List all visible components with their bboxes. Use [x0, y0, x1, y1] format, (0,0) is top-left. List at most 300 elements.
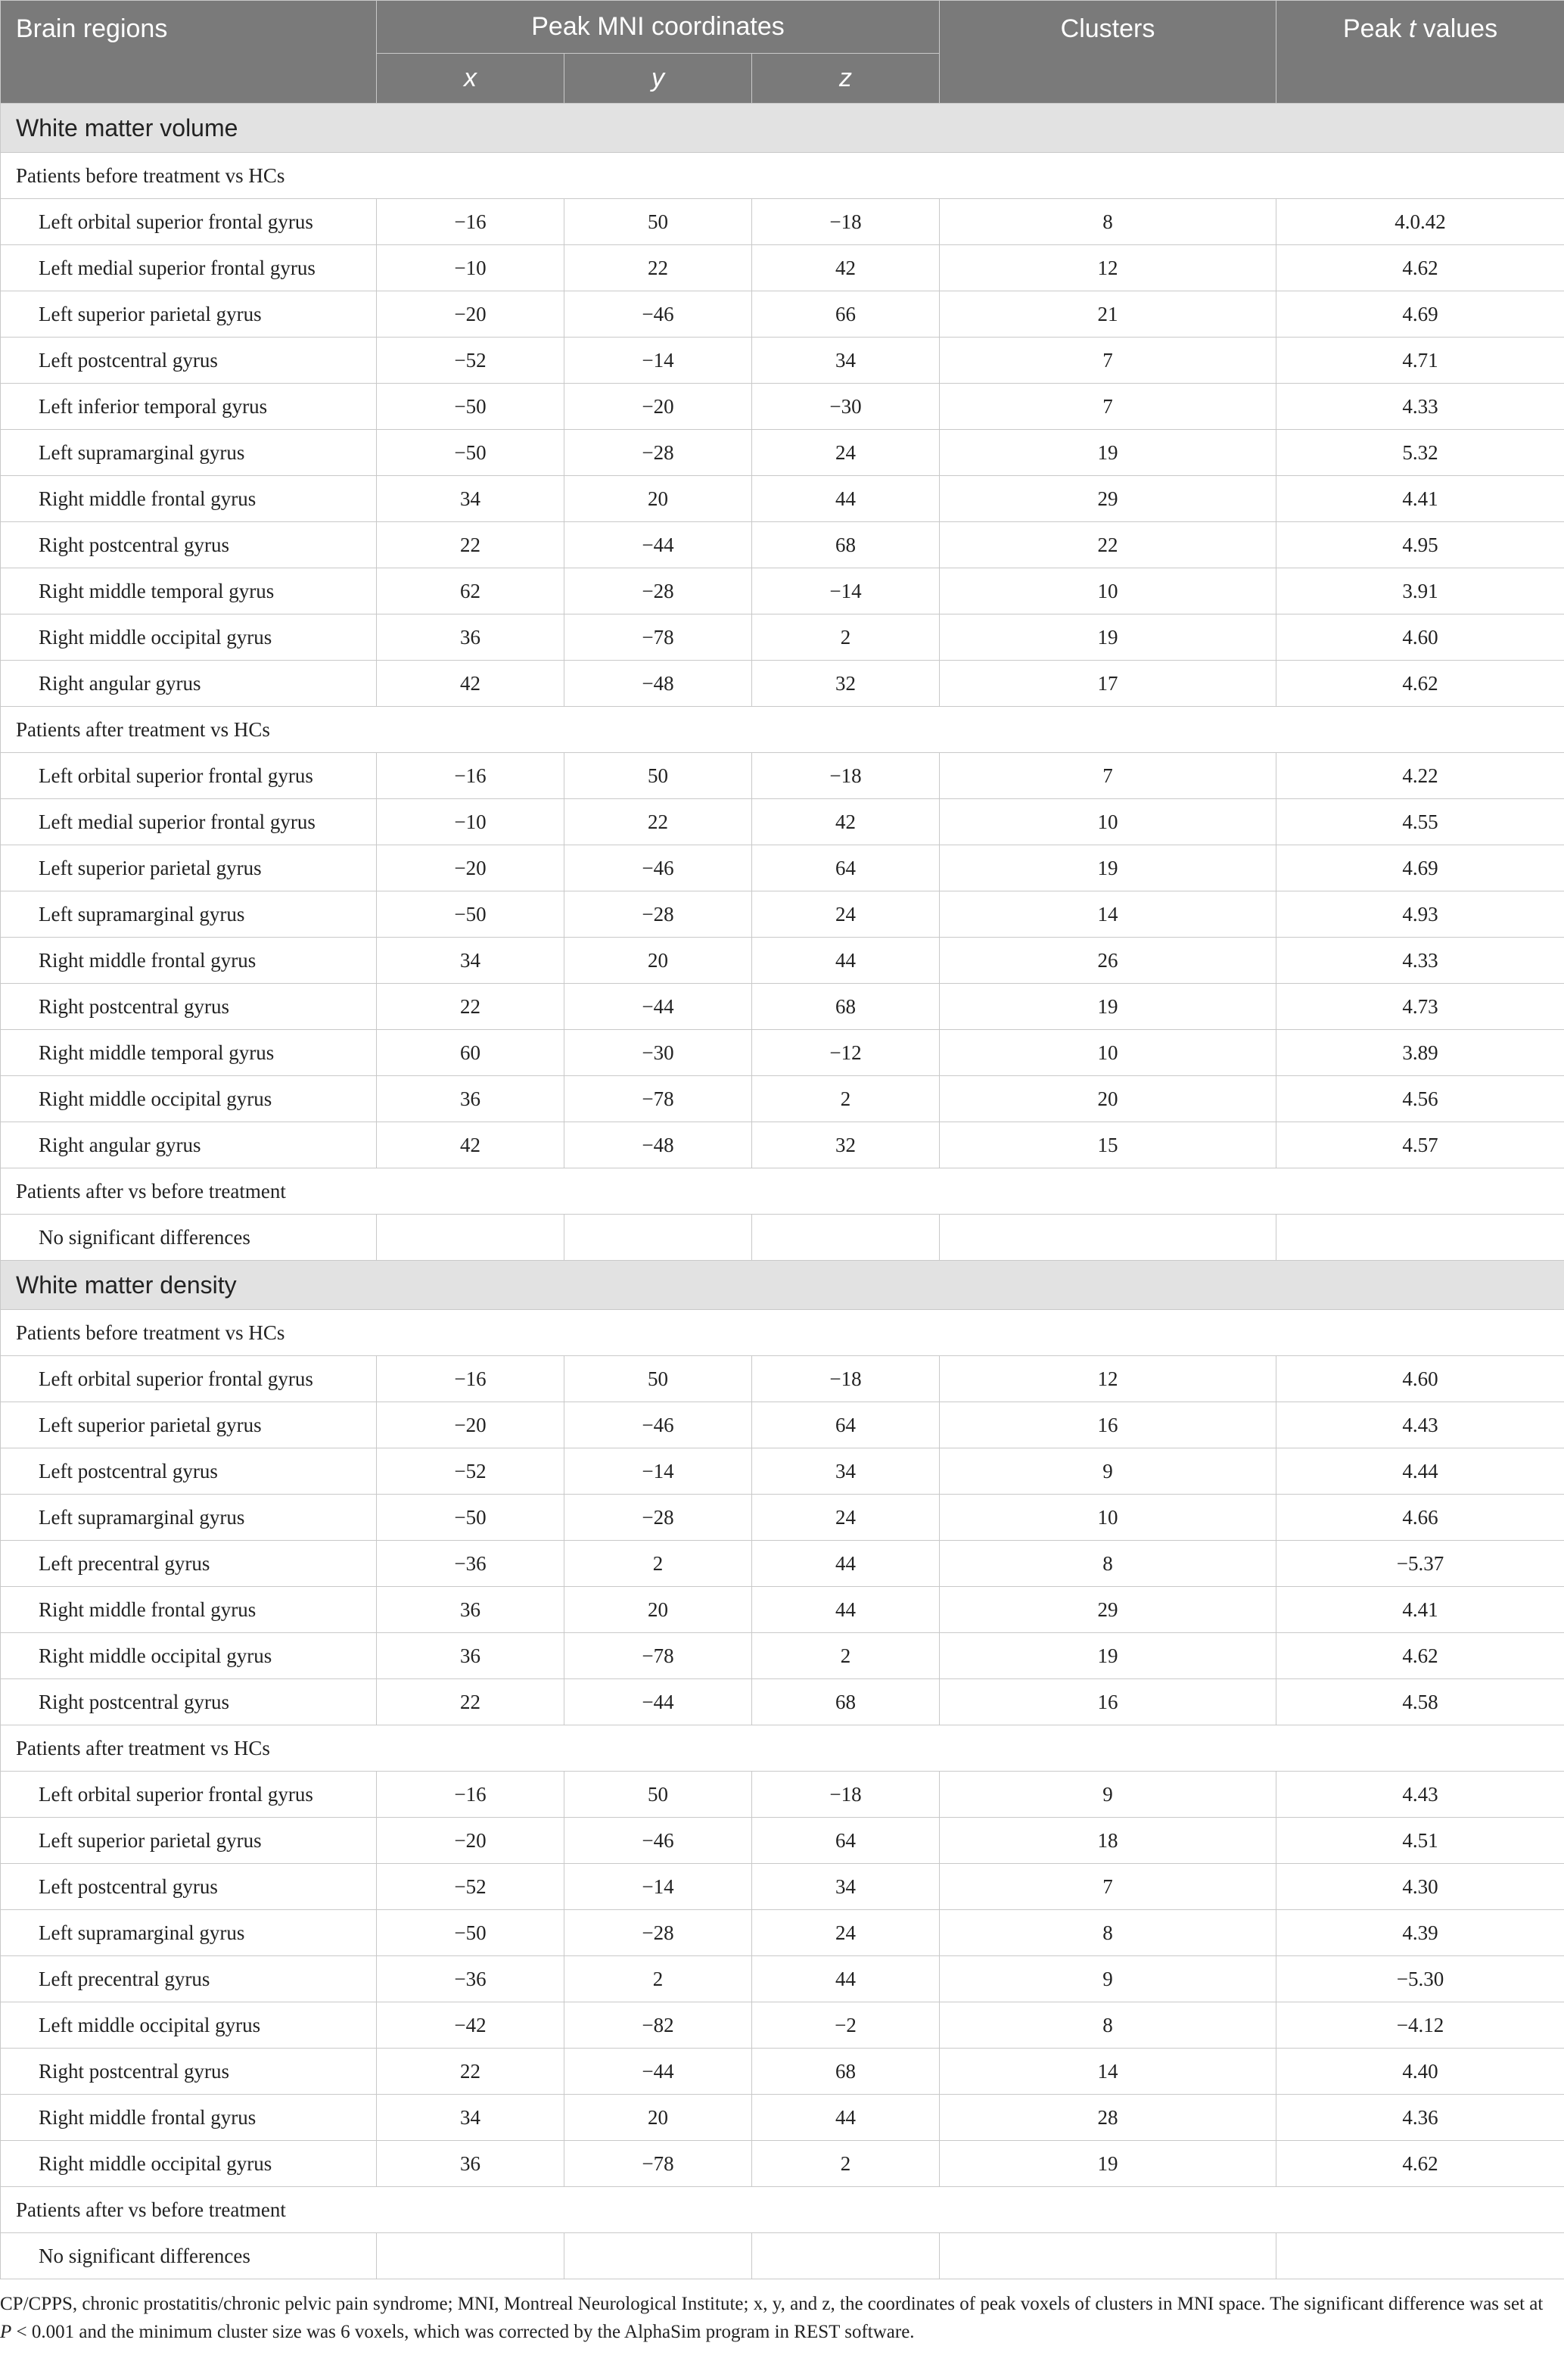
- clusters-cell: 8: [940, 1541, 1276, 1587]
- peak-t-value-cell: 4.57: [1276, 1122, 1564, 1168]
- brain-region-cell: Left medial superior frontal gyrus: [1, 245, 377, 291]
- peak-t-value-cell: 4.56: [1276, 1076, 1564, 1122]
- header-y: y: [564, 54, 752, 104]
- table-row: [1, 522, 1564, 568]
- z-coordinate-cell: 64: [752, 845, 940, 891]
- z-coordinate-cell: [752, 1215, 940, 1261]
- z-coordinate-cell: 42: [752, 245, 940, 291]
- z-coordinate-cell: −18: [752, 1356, 940, 1402]
- peak-t-value-cell: −4.12: [1276, 2002, 1564, 2049]
- x-coordinate-cell: −16: [377, 199, 564, 245]
- x-coordinate-cell: −50: [377, 1495, 564, 1541]
- table-row: [1, 1772, 1564, 1818]
- table-row: [1, 891, 1564, 938]
- z-coordinate-cell: 32: [752, 661, 940, 707]
- footnote-part1: CP/CPPS, chronic prostatitis/chronic pelvic pain syndrome; MNI, Montreal Neurological Institute; x, y, and z, the coordinates of peak voxels of clusters in MNI space. The significant difference was set at: [0, 2294, 1544, 2314]
- z-coordinate-cell: −14: [752, 568, 940, 614]
- x-coordinate-cell: −20: [377, 291, 564, 338]
- y-coordinate-cell: −46: [564, 1818, 752, 1864]
- z-coordinate-cell: −2: [752, 2002, 940, 2049]
- x-coordinate-cell: −10: [377, 799, 564, 845]
- comparison-group-row: [1, 1725, 1564, 1772]
- x-coordinate-cell: 36: [377, 2141, 564, 2187]
- clusters-cell: 9: [940, 1956, 1276, 2002]
- brain-region-cell: No significant differences: [1, 1215, 377, 1261]
- x-coordinate-cell: 62: [377, 568, 564, 614]
- brain-region-cell: Right middle temporal gyrus: [1, 1030, 377, 1076]
- x-coordinate-cell: −50: [377, 384, 564, 430]
- table-row: [1, 384, 1564, 430]
- peak-t-value-cell: 4.62: [1276, 1633, 1564, 1679]
- table-row: [1, 1448, 1564, 1495]
- brain-region-cell: Right middle occipital gyrus: [1, 1633, 377, 1679]
- peak-t-value-cell: 4.55: [1276, 799, 1564, 845]
- x-coordinate-cell: 22: [377, 1679, 564, 1725]
- z-coordinate-cell: 44: [752, 1587, 940, 1633]
- header-peak-t-italic: t: [1408, 14, 1416, 43]
- clusters-cell: 14: [940, 2049, 1276, 2095]
- y-coordinate-cell: 22: [564, 799, 752, 845]
- clusters-cell: 29: [940, 476, 1276, 522]
- comparison-group-row: [1, 2187, 1564, 2233]
- y-coordinate-cell: −28: [564, 891, 752, 938]
- clusters-cell: [940, 1215, 1276, 1261]
- y-coordinate-cell: 20: [564, 938, 752, 984]
- brain-region-cell: Left supramarginal gyrus: [1, 430, 377, 476]
- clusters-cell: 19: [940, 984, 1276, 1030]
- table-body: [1, 104, 1564, 2279]
- comparison-group-row: [1, 1310, 1564, 1356]
- x-coordinate-cell: −20: [377, 845, 564, 891]
- brain-region-cell: Left supramarginal gyrus: [1, 1910, 377, 1956]
- y-coordinate-cell: 22: [564, 245, 752, 291]
- clusters-cell: 7: [940, 384, 1276, 430]
- brain-region-cell: Left superior parietal gyrus: [1, 291, 377, 338]
- peak-t-value-cell: 4.33: [1276, 384, 1564, 430]
- y-coordinate-cell: −14: [564, 1448, 752, 1495]
- y-coordinate-cell: −78: [564, 2141, 752, 2187]
- table-row: [1, 845, 1564, 891]
- peak-t-value-cell: 4.41: [1276, 1587, 1564, 1633]
- x-coordinate-cell: −52: [377, 338, 564, 384]
- z-coordinate-cell: 64: [752, 1818, 940, 1864]
- peak-t-value-cell: 4.22: [1276, 753, 1564, 799]
- y-coordinate-cell: −44: [564, 522, 752, 568]
- x-coordinate-cell: 22: [377, 2049, 564, 2095]
- z-coordinate-cell: 24: [752, 430, 940, 476]
- table-row: [1, 1633, 1564, 1679]
- clusters-cell: 14: [940, 891, 1276, 938]
- x-coordinate-cell: 36: [377, 1076, 564, 1122]
- y-coordinate-cell: 20: [564, 1587, 752, 1633]
- z-coordinate-cell: 2: [752, 1076, 940, 1122]
- peak-t-value-cell: 4.36: [1276, 2095, 1564, 2141]
- x-coordinate-cell: 36: [377, 614, 564, 661]
- peak-t-value-cell: −5.37: [1276, 1541, 1564, 1587]
- table-row: [1, 1030, 1564, 1076]
- brain-region-cell: Left postcentral gyrus: [1, 1864, 377, 1910]
- table-row: [1, 1956, 1564, 2002]
- y-coordinate-cell: −44: [564, 2049, 752, 2095]
- y-coordinate-cell: [564, 1215, 752, 1261]
- brain-region-cell: Right middle frontal gyrus: [1, 476, 377, 522]
- header-brain-regions: Brain regions: [1, 1, 377, 104]
- clusters-cell: 12: [940, 245, 1276, 291]
- peak-t-value-cell: 4.30: [1276, 1864, 1564, 1910]
- y-coordinate-cell: 2: [564, 1956, 752, 2002]
- table-row: [1, 2049, 1564, 2095]
- x-coordinate-cell: −52: [377, 1864, 564, 1910]
- clusters-cell: 29: [940, 1587, 1276, 1633]
- peak-t-value-cell: 3.89: [1276, 1030, 1564, 1076]
- z-coordinate-cell: 68: [752, 2049, 940, 2095]
- clusters-cell: 19: [940, 430, 1276, 476]
- clusters-cell: 9: [940, 1772, 1276, 1818]
- table-row: [1, 1587, 1564, 1633]
- y-coordinate-cell: −14: [564, 1864, 752, 1910]
- table-row: [1, 1910, 1564, 1956]
- brain-region-cell: Left supramarginal gyrus: [1, 1495, 377, 1541]
- clusters-cell: 10: [940, 1030, 1276, 1076]
- section-title: White matter volume: [1, 104, 1564, 153]
- clusters-cell: 10: [940, 799, 1276, 845]
- y-coordinate-cell: −20: [564, 384, 752, 430]
- z-coordinate-cell: 44: [752, 1541, 940, 1587]
- table-row: [1, 1076, 1564, 1122]
- y-coordinate-cell: 20: [564, 2095, 752, 2141]
- section-header-row: [1, 104, 1564, 153]
- peak-t-value-cell: 4.62: [1276, 245, 1564, 291]
- peak-t-value-cell: 4.69: [1276, 291, 1564, 338]
- x-coordinate-cell: −36: [377, 1541, 564, 1587]
- z-coordinate-cell: −30: [752, 384, 940, 430]
- x-coordinate-cell: 36: [377, 1633, 564, 1679]
- z-coordinate-cell: 34: [752, 338, 940, 384]
- z-coordinate-cell: 34: [752, 1864, 940, 1910]
- clusters-cell: 28: [940, 2095, 1276, 2141]
- clusters-cell: 22: [940, 522, 1276, 568]
- z-coordinate-cell: [752, 2233, 940, 2279]
- footnote-part2: < 0.001 and the minimum cluster size was 6 voxels, which was corrected by the AlphaSim program in REST software.: [11, 2322, 915, 2342]
- table-row: [1, 614, 1564, 661]
- z-coordinate-cell: −18: [752, 1772, 940, 1818]
- table-footnote: [0, 2279, 1564, 2346]
- brain-region-cell: Left precentral gyrus: [1, 1541, 377, 1587]
- z-coordinate-cell: 32: [752, 1122, 940, 1168]
- clusters-cell: 26: [940, 938, 1276, 984]
- y-coordinate-cell: −28: [564, 1910, 752, 1956]
- clusters-cell: 9: [940, 1448, 1276, 1495]
- comparison-label: Patients after treatment vs HCs: [1, 1725, 1564, 1772]
- table-row: [1, 1356, 1564, 1402]
- x-coordinate-cell: [377, 2233, 564, 2279]
- x-coordinate-cell: −16: [377, 1772, 564, 1818]
- table-row: [1, 245, 1564, 291]
- brain-region-cell: No significant differences: [1, 2233, 377, 2279]
- z-coordinate-cell: −12: [752, 1030, 940, 1076]
- brain-region-cell: Left orbital superior frontal gyrus: [1, 199, 377, 245]
- peak-t-value-cell: 4.41: [1276, 476, 1564, 522]
- x-coordinate-cell: 22: [377, 984, 564, 1030]
- clusters-cell: 12: [940, 1356, 1276, 1402]
- x-coordinate-cell: −50: [377, 1910, 564, 1956]
- header-z: z: [752, 54, 940, 104]
- peak-t-value-cell: 4.44: [1276, 1448, 1564, 1495]
- clusters-cell: 15: [940, 1122, 1276, 1168]
- table-row: [1, 1864, 1564, 1910]
- x-coordinate-cell: −10: [377, 245, 564, 291]
- peak-t-value-cell: 4.60: [1276, 614, 1564, 661]
- brain-region-cell: Right postcentral gyrus: [1, 984, 377, 1030]
- clusters-cell: 16: [940, 1679, 1276, 1725]
- table-row: [1, 199, 1564, 245]
- table-row: [1, 799, 1564, 845]
- clusters-cell: 17: [940, 661, 1276, 707]
- header-x: x: [377, 54, 564, 104]
- section-title: White matter density: [1, 1261, 1564, 1310]
- z-coordinate-cell: 68: [752, 522, 940, 568]
- brain-region-cell: Left orbital superior frontal gyrus: [1, 753, 377, 799]
- clusters-cell: 7: [940, 338, 1276, 384]
- brain-region-cell: Right middle temporal gyrus: [1, 568, 377, 614]
- brain-region-cell: Left precentral gyrus: [1, 1956, 377, 2002]
- brain-region-cell: Left inferior temporal gyrus: [1, 384, 377, 430]
- peak-t-value-cell: [1276, 2233, 1564, 2279]
- peak-t-value-cell: 4.43: [1276, 1772, 1564, 1818]
- x-coordinate-cell: −16: [377, 1356, 564, 1402]
- brain-region-cell: Right angular gyrus: [1, 1122, 377, 1168]
- table-header: [1, 1, 1564, 104]
- clusters-cell: 10: [940, 1495, 1276, 1541]
- y-coordinate-cell: −46: [564, 845, 752, 891]
- y-coordinate-cell: −78: [564, 1076, 752, 1122]
- brain-region-cell: Right postcentral gyrus: [1, 2049, 377, 2095]
- x-coordinate-cell: 22: [377, 522, 564, 568]
- table-row: [1, 1541, 1564, 1587]
- z-coordinate-cell: 2: [752, 2141, 940, 2187]
- z-coordinate-cell: 68: [752, 1679, 940, 1725]
- clusters-cell: 8: [940, 199, 1276, 245]
- peak-t-value-cell: 4.43: [1276, 1402, 1564, 1448]
- table-row: [1, 476, 1564, 522]
- x-coordinate-cell: 34: [377, 2095, 564, 2141]
- peak-t-value-cell: −5.30: [1276, 1956, 1564, 2002]
- y-coordinate-cell: −28: [564, 1495, 752, 1541]
- brain-region-cell: Right middle frontal gyrus: [1, 938, 377, 984]
- comparison-group-row: [1, 153, 1564, 199]
- header-clusters: Clusters: [940, 1, 1276, 104]
- clusters-cell: [940, 2233, 1276, 2279]
- x-coordinate-cell: 60: [377, 1030, 564, 1076]
- z-coordinate-cell: 2: [752, 614, 940, 661]
- z-coordinate-cell: 24: [752, 1495, 940, 1541]
- z-coordinate-cell: 44: [752, 476, 940, 522]
- brain-region-cell: Left middle occipital gyrus: [1, 2002, 377, 2049]
- clusters-cell: 8: [940, 1910, 1276, 1956]
- y-coordinate-cell: −28: [564, 568, 752, 614]
- x-coordinate-cell: −50: [377, 430, 564, 476]
- header-peak-t: [1276, 1, 1564, 104]
- brain-region-cell: Left superior parietal gyrus: [1, 845, 377, 891]
- brain-region-cell: Left postcentral gyrus: [1, 1448, 377, 1495]
- clusters-cell: 8: [940, 2002, 1276, 2049]
- peak-t-value-cell: 4.66: [1276, 1495, 1564, 1541]
- peak-t-value-cell: 4.51: [1276, 1818, 1564, 1864]
- clusters-cell: 18: [940, 1818, 1276, 1864]
- clusters-cell: 20: [940, 1076, 1276, 1122]
- brain-region-cell: Right angular gyrus: [1, 661, 377, 707]
- z-coordinate-cell: 24: [752, 891, 940, 938]
- clusters-cell: 19: [940, 614, 1276, 661]
- comparison-group-row: [1, 707, 1564, 753]
- table-row: [1, 2233, 1564, 2279]
- table-row: [1, 753, 1564, 799]
- x-coordinate-cell: 34: [377, 938, 564, 984]
- comparison-label: Patients before treatment vs HCs: [1, 153, 1564, 199]
- y-coordinate-cell: −46: [564, 291, 752, 338]
- brain-region-cell: Right postcentral gyrus: [1, 522, 377, 568]
- clusters-cell: 21: [940, 291, 1276, 338]
- table-row: [1, 1818, 1564, 1864]
- y-coordinate-cell: 50: [564, 753, 752, 799]
- peak-t-value-cell: 4.60: [1276, 1356, 1564, 1402]
- z-coordinate-cell: 44: [752, 938, 940, 984]
- y-coordinate-cell: −82: [564, 2002, 752, 2049]
- header-peak-mni: Peak MNI coordinates: [377, 1, 940, 54]
- z-coordinate-cell: 44: [752, 1956, 940, 2002]
- comparison-label: Patients after vs before treatment: [1, 1168, 1564, 1215]
- clusters-cell: 19: [940, 1633, 1276, 1679]
- x-coordinate-cell: 34: [377, 476, 564, 522]
- brain-region-cell: Left orbital superior frontal gyrus: [1, 1772, 377, 1818]
- y-coordinate-cell: −44: [564, 984, 752, 1030]
- table-row: [1, 1495, 1564, 1541]
- peak-t-value-cell: 4.62: [1276, 661, 1564, 707]
- x-coordinate-cell: −42: [377, 2002, 564, 2049]
- x-coordinate-cell: −20: [377, 1818, 564, 1864]
- peak-t-value-cell: 4.39: [1276, 1910, 1564, 1956]
- brain-region-cell: Left postcentral gyrus: [1, 338, 377, 384]
- table-row: [1, 2095, 1564, 2141]
- y-coordinate-cell: 50: [564, 1772, 752, 1818]
- y-coordinate-cell: [564, 2233, 752, 2279]
- z-coordinate-cell: 34: [752, 1448, 940, 1495]
- clusters-cell: 10: [940, 568, 1276, 614]
- y-coordinate-cell: −30: [564, 1030, 752, 1076]
- brain-region-cell: Left superior parietal gyrus: [1, 1818, 377, 1864]
- table-row: [1, 338, 1564, 384]
- z-coordinate-cell: 44: [752, 2095, 940, 2141]
- z-coordinate-cell: 42: [752, 799, 940, 845]
- comparison-label: Patients after treatment vs HCs: [1, 707, 1564, 753]
- x-coordinate-cell: [377, 1215, 564, 1261]
- peak-t-value-cell: 4.40: [1276, 2049, 1564, 2095]
- peak-t-value-cell: 4.33: [1276, 938, 1564, 984]
- x-coordinate-cell: 42: [377, 661, 564, 707]
- table-row: [1, 568, 1564, 614]
- y-coordinate-cell: −48: [564, 1122, 752, 1168]
- brain-region-cell: Right middle occipital gyrus: [1, 614, 377, 661]
- x-coordinate-cell: −16: [377, 753, 564, 799]
- z-coordinate-cell: 68: [752, 984, 940, 1030]
- y-coordinate-cell: −44: [564, 1679, 752, 1725]
- brain-region-cell: Right middle occipital gyrus: [1, 2141, 377, 2187]
- table-row: [1, 938, 1564, 984]
- y-coordinate-cell: 20: [564, 476, 752, 522]
- peak-t-value-cell: 4.73: [1276, 984, 1564, 1030]
- z-coordinate-cell: −18: [752, 753, 940, 799]
- peak-t-value-cell: 5.32: [1276, 430, 1564, 476]
- table-row: [1, 984, 1564, 1030]
- z-coordinate-cell: 24: [752, 1910, 940, 1956]
- y-coordinate-cell: −78: [564, 1633, 752, 1679]
- clusters-cell: 7: [940, 753, 1276, 799]
- y-coordinate-cell: −46: [564, 1402, 752, 1448]
- peak-t-value-cell: [1276, 1215, 1564, 1261]
- comparison-label: Patients before treatment vs HCs: [1, 1310, 1564, 1356]
- x-coordinate-cell: −20: [377, 1402, 564, 1448]
- peak-t-value-cell: 4.0.42: [1276, 199, 1564, 245]
- peak-t-value-cell: 4.93: [1276, 891, 1564, 938]
- y-coordinate-cell: −14: [564, 338, 752, 384]
- clusters-cell: 19: [940, 845, 1276, 891]
- comparison-group-row: [1, 1168, 1564, 1215]
- peak-t-value-cell: 4.58: [1276, 1679, 1564, 1725]
- x-coordinate-cell: −36: [377, 1956, 564, 2002]
- z-coordinate-cell: 66: [752, 291, 940, 338]
- table-row: [1, 1215, 1564, 1261]
- y-coordinate-cell: 50: [564, 199, 752, 245]
- peak-t-value-cell: 4.71: [1276, 338, 1564, 384]
- brain-region-cell: Left orbital superior frontal gyrus: [1, 1356, 377, 1402]
- peak-t-value-cell: 4.69: [1276, 845, 1564, 891]
- footnote-p: P: [0, 2322, 12, 2342]
- table-row: [1, 430, 1564, 476]
- table-row: [1, 291, 1564, 338]
- z-coordinate-cell: 64: [752, 1402, 940, 1448]
- z-coordinate-cell: 2: [752, 1633, 940, 1679]
- y-coordinate-cell: −28: [564, 430, 752, 476]
- brain-region-cell: Left superior parietal gyrus: [1, 1402, 377, 1448]
- peak-t-value-cell: 4.95: [1276, 522, 1564, 568]
- header-peak-t-prefix: Peak: [1342, 14, 1409, 43]
- brain-region-cell: Right middle frontal gyrus: [1, 2095, 377, 2141]
- table-row: [1, 2141, 1564, 2187]
- brain-region-cell: Left supramarginal gyrus: [1, 891, 377, 938]
- table-row: [1, 1402, 1564, 1448]
- table-row: [1, 661, 1564, 707]
- table-row: [1, 1679, 1564, 1725]
- comparison-label: Patients after vs before treatment: [1, 2187, 1564, 2233]
- section-header-row: [1, 1261, 1564, 1310]
- header-peak-t-suffix: values: [1416, 14, 1498, 43]
- peak-t-value-cell: 4.62: [1276, 2141, 1564, 2187]
- x-coordinate-cell: 42: [377, 1122, 564, 1168]
- brain-region-cell: Right middle frontal gyrus: [1, 1587, 377, 1633]
- table-row: [1, 2002, 1564, 2049]
- x-coordinate-cell: −52: [377, 1448, 564, 1495]
- brain-region-cell: Left medial superior frontal gyrus: [1, 799, 377, 845]
- y-coordinate-cell: −78: [564, 614, 752, 661]
- y-coordinate-cell: 2: [564, 1541, 752, 1587]
- x-coordinate-cell: −50: [377, 891, 564, 938]
- brain-region-cell: Right postcentral gyrus: [1, 1679, 377, 1725]
- peak-t-value-cell: 3.91: [1276, 568, 1564, 614]
- z-coordinate-cell: −18: [752, 199, 940, 245]
- y-coordinate-cell: 50: [564, 1356, 752, 1402]
- x-coordinate-cell: 36: [377, 1587, 564, 1633]
- clusters-cell: 7: [940, 1864, 1276, 1910]
